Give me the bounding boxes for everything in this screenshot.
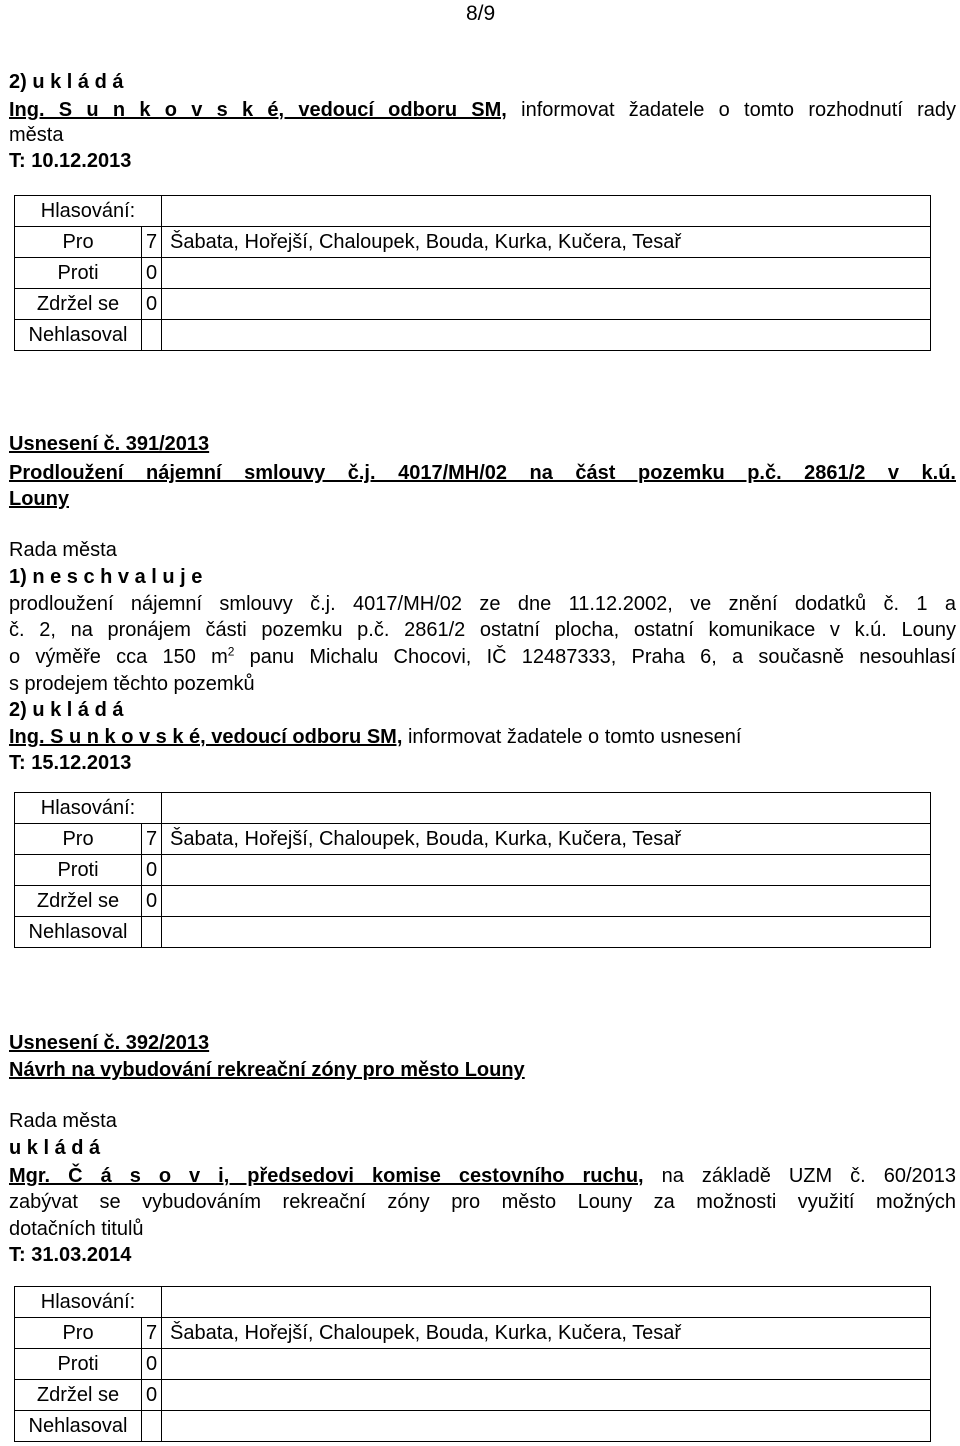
resolution-392-line1-rest: na základě UZM č. 60/2013 [643,1165,957,1187]
vote-names-nehlasoval [162,1411,931,1442]
vote-label-proti: Proti [15,1349,142,1380]
resolution-391-line4: s prodejem těchto pozemků [9,673,255,695]
resolution-391-title-cont: Louny [9,488,69,510]
vote-label-zdrzel: Zdržel se [15,886,142,917]
resolution-391-title: Prodloužení nájemní smlouvy č.j. 4017/MH/02 na část pozemku p.č. 2861/2 v k.ú. [9,462,956,484]
area-text: o výměře cca 150 m [9,646,228,668]
responsible-person: Ing. S u n k o v s k é, vedoucí odboru SM, [9,99,507,121]
responsible-person-2: Ing. S u n k o v s k é, vedoucí odboru SM, [9,726,403,748]
vote-names-proti [162,258,931,289]
vote-count-pro: 7 [142,824,162,855]
vote-label-nehlasoval: Nehlasoval [15,917,142,948]
vote-count-nehlasoval [142,917,162,948]
resolution-392-line1 [9,1165,956,1188]
vote-count-pro: 7 [142,1318,162,1349]
vote-count-zdrzel: 0 [142,1380,162,1411]
deadline-3: T: 31.03.2014 [9,1244,132,1266]
resolution-391-line1: prodloužení nájemní smlouvy č.j. 4017/MH/02 ze dne 11.12.2002, ve znění dodatků č. 1 a [9,593,956,615]
task-continuation: města [9,124,64,146]
task-line-2 [9,726,741,749]
area-superscript: 2 [227,644,235,659]
page-number: 8/9 [466,2,496,25]
resolution-391-line3 [9,646,956,669]
vote-header: Hlasování: [15,1287,162,1318]
resolution-392-number: Usnesení č. 392/2013 [9,1032,210,1054]
vote-count-zdrzel: 0 [142,886,162,917]
task-text-2: informovat žadatele o tomto usnesení [402,726,742,748]
vote-label-nehlasoval: Nehlasoval [15,320,142,351]
vote-table-3 [14,1286,931,1442]
vote-table [14,195,931,351]
section-heading-uklada: 2) u k l á d á [9,71,124,93]
section-heading-uklada-2: 2) u k l á d á [9,699,124,721]
vote-label-proti: Proti [15,258,142,289]
council-label: Rada města [9,539,117,561]
vote-names-proti [162,1349,931,1380]
vote-count-proti: 0 [142,1349,162,1380]
resolution-392-title: Návrh na vybudování rekreační zóny pro město Louny [9,1059,525,1081]
vote-names-nehlasoval [162,320,931,351]
task-line [9,99,956,122]
vote-names-pro: Šabata, Hořejší, Chaloupek, Bouda, Kurka, Kučera, Tesař [162,824,931,855]
vote-table-2 [14,792,931,948]
vote-names-zdrzel [162,289,931,320]
task-text: informovat žadatele o tomto rozhodnutí rady [521,99,957,121]
tenant-text: panu Michalu Chocovi, IČ 12487333, Praha 6, a současně nesouhlasí [234,646,956,668]
vote-header: Hlasování: [15,196,162,227]
vote-count-zdrzel: 0 [142,289,162,320]
vote-count-pro: 7 [142,227,162,258]
vote-count-proti: 0 [142,258,162,289]
vote-label-pro: Pro [15,824,142,855]
section-heading-uklada-3: u k l á d á [9,1137,101,1159]
vote-names-pro: Šabata, Hořejší, Chaloupek, Bouda, Kurka, Kučera, Tesař [162,227,931,258]
vote-names-zdrzel [162,886,931,917]
vote-names-nehlasoval [162,917,931,948]
resolution-392-line3: dotačních titulů [9,1218,144,1240]
vote-header: Hlasování: [15,793,162,824]
vote-label-proti: Proti [15,855,142,886]
vote-names-proti [162,855,931,886]
vote-count-nehlasoval [142,320,162,351]
council-label-2: Rada města [9,1110,117,1132]
vote-label-pro: Pro [15,1318,142,1349]
vote-names-zdrzel [162,1380,931,1411]
deadline: T: 10.12.2013 [9,150,132,172]
vote-label-zdrzel: Zdržel se [15,289,142,320]
vote-label-pro: Pro [15,227,142,258]
vote-count-proti: 0 [142,855,162,886]
resolution-391-number: Usnesení č. 391/2013 [9,433,210,455]
responsible-person-3: Mgr. Č á s o v i, předsedovi komise cestovního ruchu, [9,1165,644,1187]
section-heading-neschvaluje: 1) n e s c h v a l u j e [9,566,203,588]
vote-count-nehlasoval [142,1411,162,1442]
resolution-392-line2: zabývat se vybudováním rekreační zóny pro město Louny za možnosti využití možných [9,1191,956,1213]
vote-names-pro: Šabata, Hořejší, Chaloupek, Bouda, Kurka, Kučera, Tesař [162,1318,931,1349]
vote-label-zdrzel: Zdržel se [15,1380,142,1411]
deadline-2: T: 15.12.2013 [9,752,132,774]
resolution-391-line2: č. 2, na pronájem části pozemku p.č. 2861/2 ostatní plocha, ostatní komunikace v k.ú. Louny [9,619,956,641]
vote-label-nehlasoval: Nehlasoval [15,1411,142,1442]
